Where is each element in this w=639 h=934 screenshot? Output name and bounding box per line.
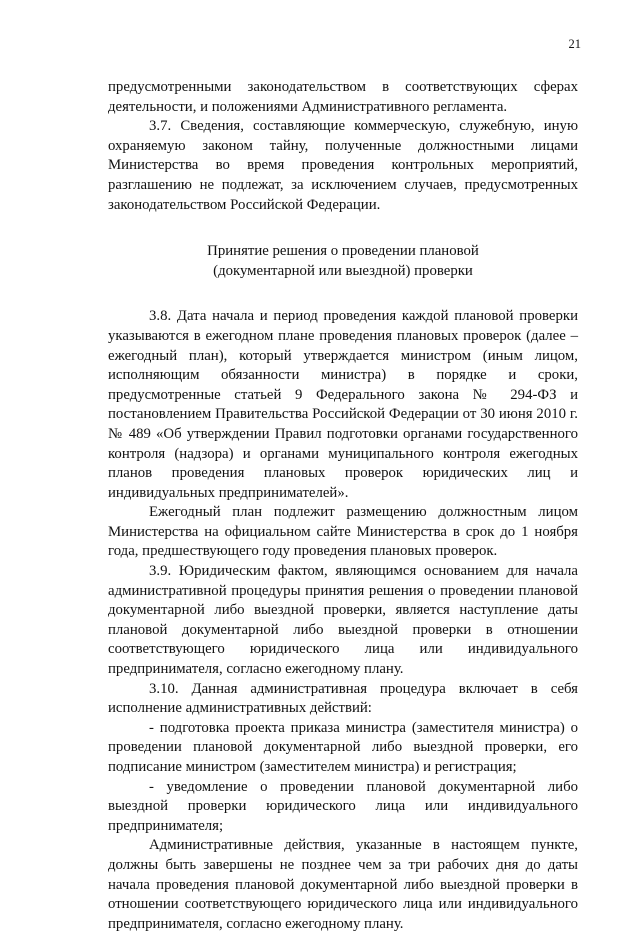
section-heading	[108, 242, 578, 281]
paragraph-3-10: 3.10. Данная административная процедура включает в себя исполнение административных действий:	[108, 680, 578, 717]
document-body	[108, 78, 578, 934]
section-heading-line-1: Принятие решения о проведении плановой	[207, 243, 479, 260]
section-heading-line-2: (документарной или выездной) проверки	[213, 262, 473, 279]
paragraph-annual-plan: Ежегодный план подлежит размещению должностным лицом Министерства на официальном сайте Министерства в срок до 1 ноября года, предшествующего году проведения плановых проверок.	[108, 504, 578, 560]
page-number: 21	[568, 37, 581, 51]
paragraph-continuation: предусмотренными законодательством в соответствующих сферах деятельности, и положениями Административного регламента.	[108, 79, 578, 115]
list-item-order-preparation: - подготовка проекта приказа министра (заместителя министра) о проведении плановой документарной либо выездной проверки, его подписание министром (заместителем министра) и регистрация;	[108, 719, 578, 775]
paragraph-3-8: 3.8. Дата начала и период проведения каждой плановой проверки указываются в ежегодном плане проведения плановых проверок (далее – ежегодный план), который утверждается министром (иным лицом, исполняющим обязанности министра) в порядке и сроки, предусмотренные статьей 9 Федерального закона № 294-ФЗ и постановлением Правительства Российской Федерации от 30 июня 2010 г. № 489 «Об утверждении Правил подготовки органами государственного контроля (надзора) и органами муниципального контроля ежегодных планов проведения плановых проверок юридических лиц и индивидуальных предпринимателей».	[108, 308, 578, 501]
paragraph-3-7: 3.7. Сведения, составляющие коммерческую, служебную, иную охраняемую законом тайну, полученные должностными лицами Министерства во время проведения контрольных мероприятий, разглашению не подлежат, за исключением случаев, предусмотренных законодательством Российской Федерации.	[108, 118, 578, 213]
list-item-notification: - уведомление о проведении плановой документарной либо выездной проверки юридического лица или индивидуального предпринимателя;	[108, 778, 578, 834]
paragraph-3-9: 3.9. Юридическим фактом, являющимся основанием для начала административной процедуры принятия решения о проведении плановой документарной либо выездной проверки, является наступление даты плановой документарной либо выездной проверки в отношении соответствующего юридического лица или индивидуального предпринимателя, согласно ежегодному плану.	[108, 563, 578, 678]
paragraph-final: Административные действия, указанные в настоящем пункте, должны быть завершены не позднее чем за три рабочих дня до даты начала проведения плановой документарной либо выездной проверки в отношении соответствующего юридического лица или индивидуального предпринимателя, согласно ежегодному плану.	[108, 837, 578, 932]
